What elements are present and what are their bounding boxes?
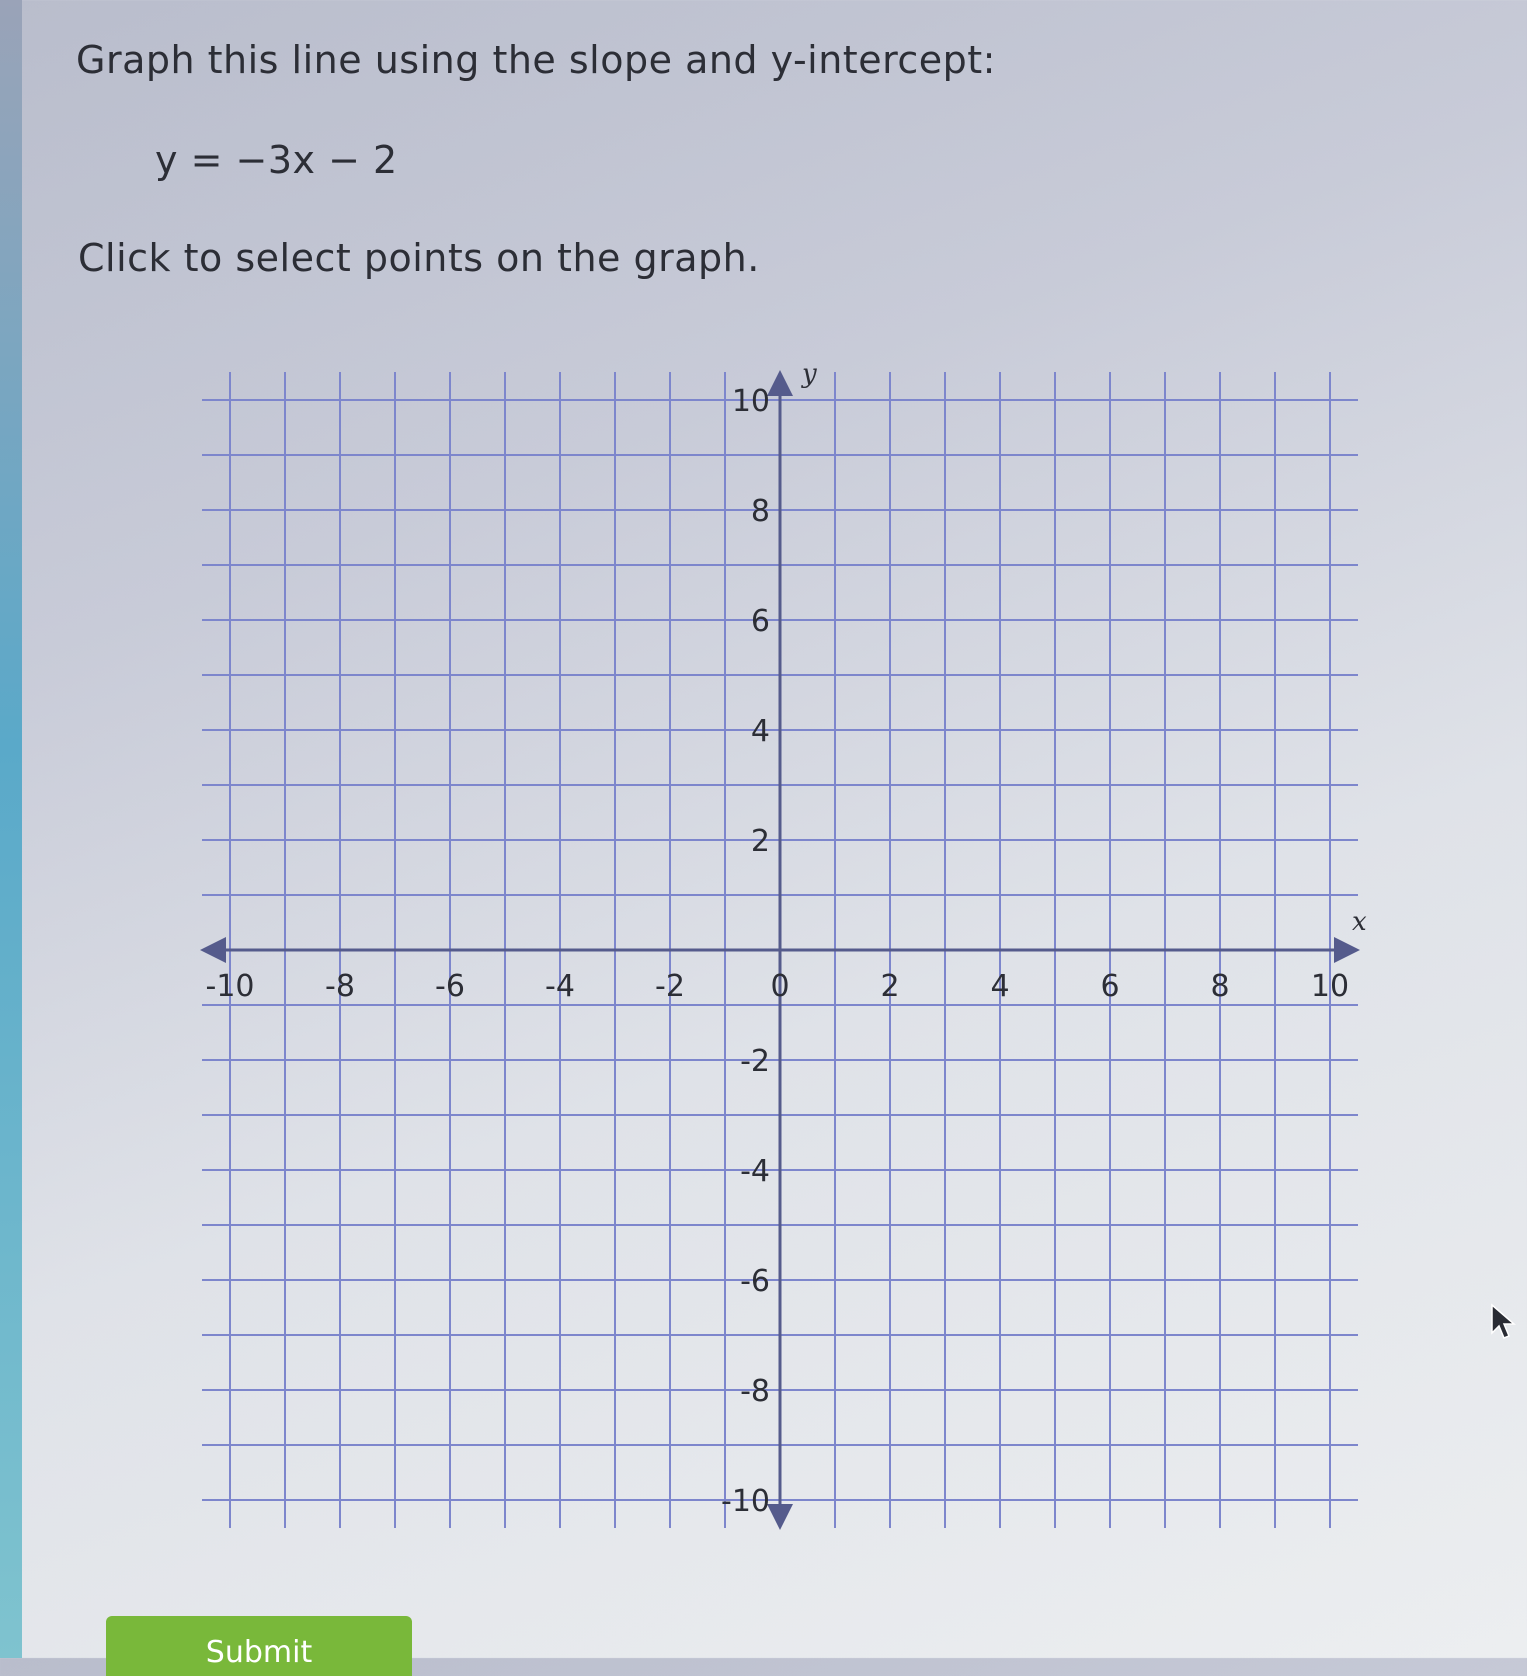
x-axis-label: x bbox=[1352, 907, 1367, 937]
x-axis-arrow-right-icon bbox=[1334, 937, 1360, 963]
x-tick-label: 4 bbox=[990, 969, 1010, 1004]
x-tick-label: 10 bbox=[1310, 969, 1350, 1004]
problem-equation: y = −3x − 2 bbox=[155, 138, 398, 182]
y-tick-label: -6 bbox=[740, 1264, 770, 1299]
x-tick-label: -10 bbox=[205, 969, 255, 1004]
y-axis-label: y bbox=[802, 359, 817, 389]
y-axis-arrow-down-icon bbox=[767, 1504, 793, 1530]
x-axis-arrow-left-icon bbox=[200, 937, 226, 963]
problem-title: Graph this line using the slope and y-intercept: bbox=[76, 38, 996, 82]
y-tick-label: 8 bbox=[750, 494, 770, 529]
axes bbox=[200, 370, 1360, 1530]
y-tick-label: 2 bbox=[750, 824, 770, 859]
y-tick-label: -2 bbox=[740, 1044, 770, 1079]
browser-edge bbox=[0, 0, 22, 1658]
y-tick-label: 4 bbox=[750, 714, 770, 749]
problem-hint: Click to select points on the graph. bbox=[78, 236, 760, 280]
tick-labels bbox=[206, 359, 1368, 1519]
mouse-pointer-icon bbox=[1490, 1303, 1520, 1343]
x-tick-label: 6 bbox=[1100, 969, 1120, 1004]
submit-button[interactable]: Submit bbox=[106, 1616, 412, 1676]
y-tick-label: -8 bbox=[740, 1374, 770, 1409]
x-tick-label: 8 bbox=[1210, 969, 1230, 1004]
x-tick-label: -6 bbox=[435, 969, 465, 1004]
y-tick-label: -10 bbox=[721, 1484, 770, 1519]
y-tick-label: -4 bbox=[740, 1154, 770, 1189]
x-tick-label: -2 bbox=[655, 969, 685, 1004]
y-tick-label: 6 bbox=[750, 604, 770, 639]
x-tick-label: -4 bbox=[545, 969, 575, 1004]
x-tick-label: 0 bbox=[770, 969, 790, 1004]
x-tick-label: 2 bbox=[880, 969, 900, 1004]
y-tick-label: 10 bbox=[731, 384, 770, 419]
coordinate-graph[interactable] bbox=[170, 335, 1400, 1565]
y-axis-arrow-up-icon bbox=[767, 370, 793, 396]
x-tick-label: -8 bbox=[325, 969, 355, 1004]
